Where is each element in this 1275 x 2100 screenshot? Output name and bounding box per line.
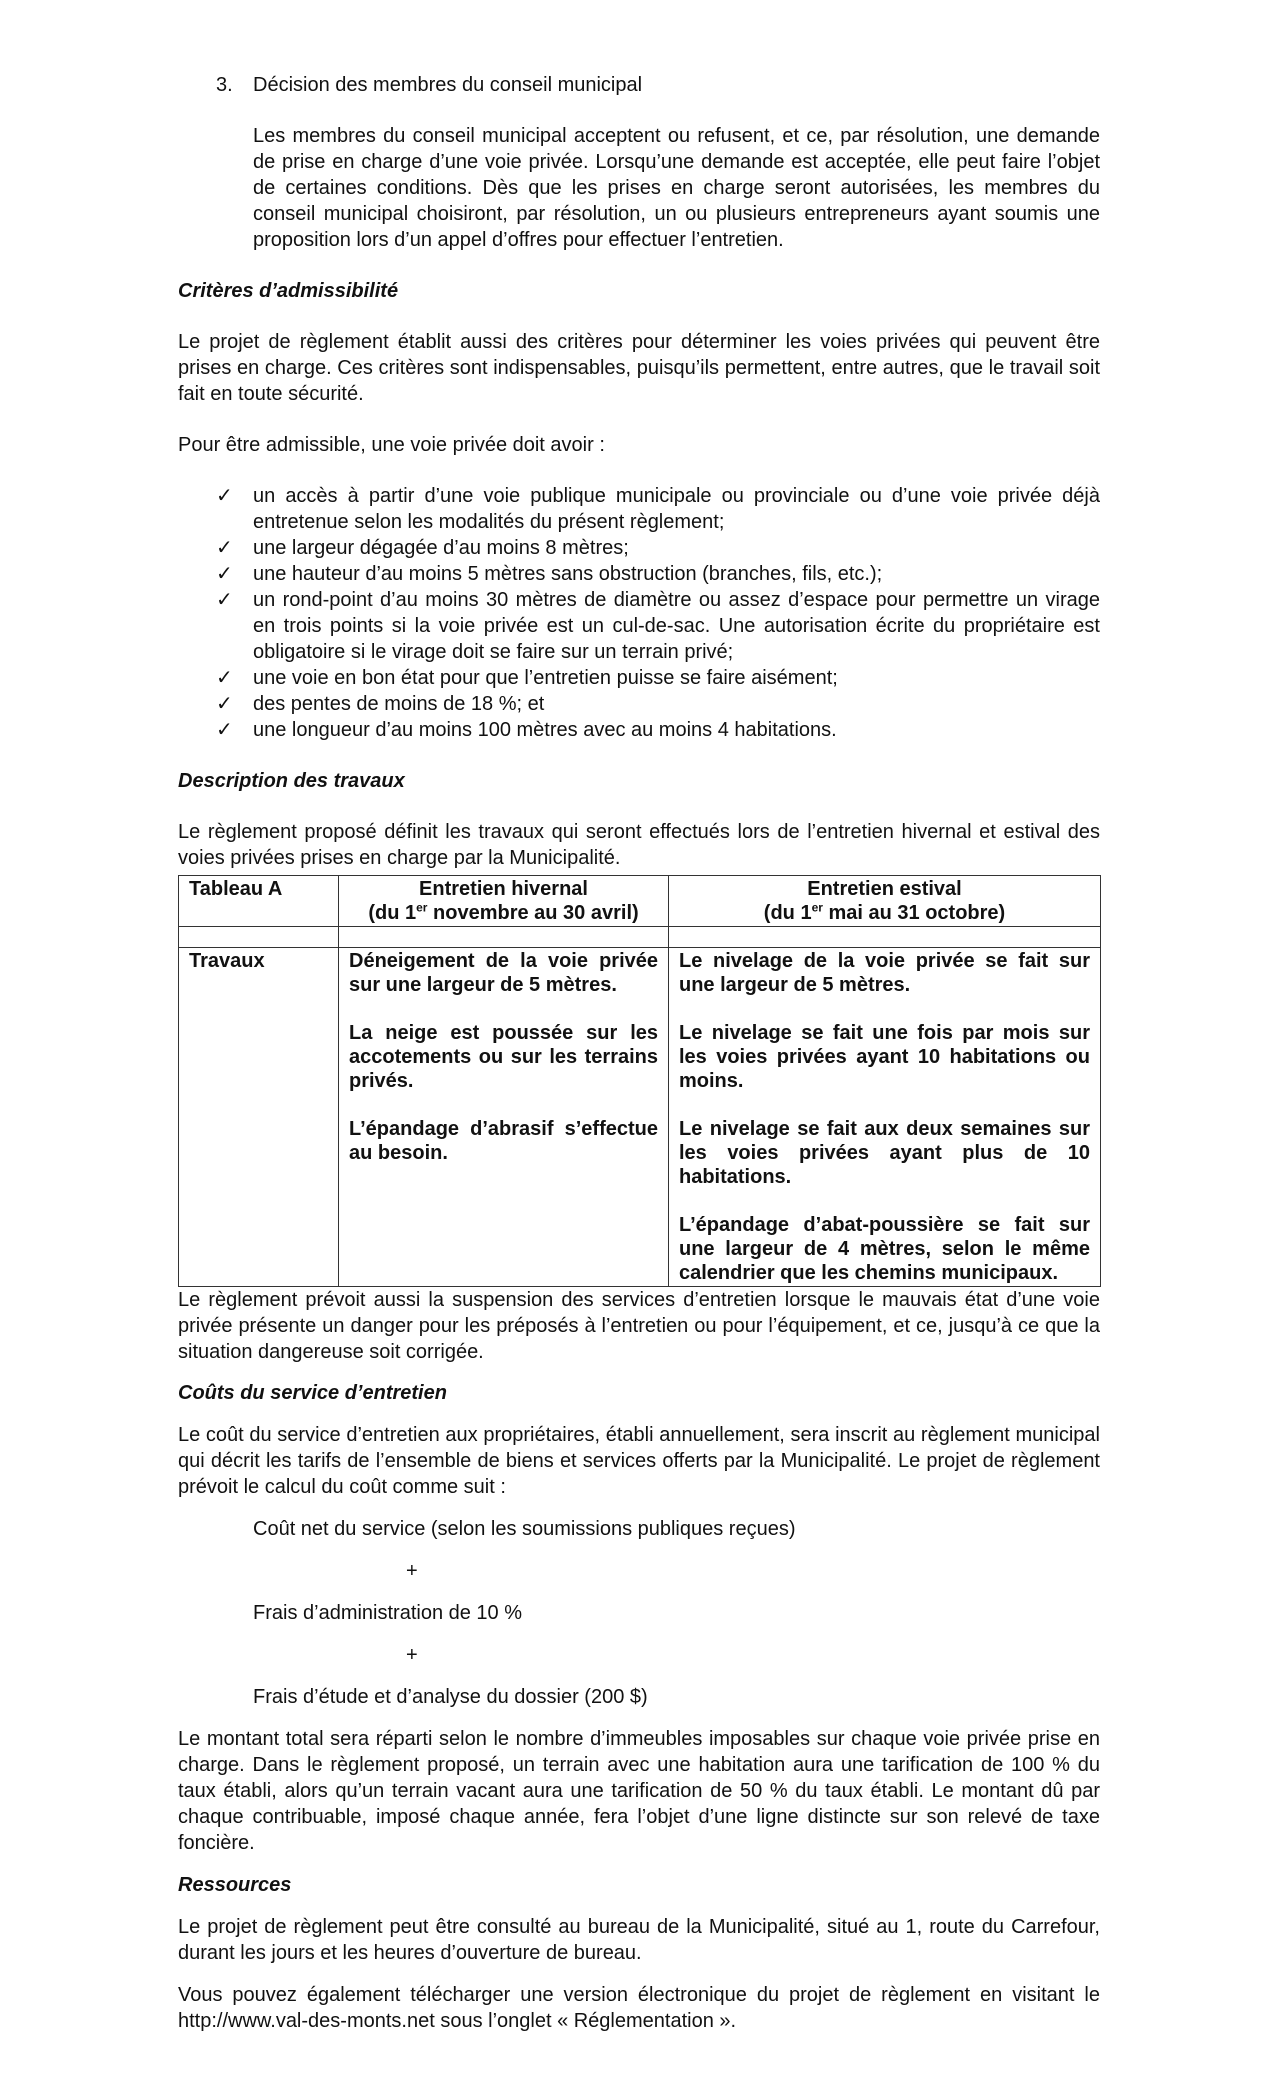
travaux-paragraph-2: Le règlement prévoit aussi la suspension des services d’entretien lorsque le mauvais état d’une voie privée présente un danger pour les préposés à l’entretien ou pour l’équipement, et ce, jusqu’à ce que la situation dangereuse soit corrigée.	[178, 1289, 1100, 1363]
travaux-title: Description des travaux	[178, 770, 405, 792]
table-corner-cell: Tableau A	[179, 876, 339, 927]
list-item: ✓ un rond-point d’au moins 30 mètres de diamètre ou assez d’espace pour permettre un virage en trois points si la voie privée est un cul-de-sac. Une autorisation écrite du propriétaire est obligatoire si le virage doit se faire sur un terrain privé;	[216, 589, 1100, 663]
check-icon: ✓	[216, 563, 233, 585]
list-item: ✓ une largeur dégagée d’au moins 8 mètres;	[216, 537, 629, 559]
criteres-paragraph-1: Le projet de règlement établit aussi des critères pour déterminer les voies privées qui peuvent être prises en charge. Ces critères sont indispensables, puisqu’ils permettent, entre autres, que le travail soit fait en toute sécurité.	[178, 331, 1100, 405]
table-header-row	[179, 876, 1101, 927]
check-icon: ✓	[216, 485, 233, 507]
ressources-title: Ressources	[178, 1874, 292, 1896]
table-empty-row	[179, 927, 1101, 948]
table-cell-hiver: Déneigement de la voie privée sur une largeur de 5 mètres. La neige est poussée sur les accotements ou sur les terrains privés. L’épandage d’abrasif s’effectue au besoin.	[339, 948, 669, 1287]
list-item: ✓ un accès à partir d’une voie publique municipale ou provinciale ou d’une voie privée déjà entretenue selon les modalités du présent règlement;	[216, 485, 1100, 533]
table-row	[179, 948, 1101, 1287]
check-icon: ✓	[216, 719, 233, 741]
formula-plus-2: +	[406, 1644, 418, 1666]
check-icon: ✓	[216, 589, 233, 611]
check-icon: ✓	[216, 667, 233, 689]
decision-number: 3.	[216, 74, 233, 96]
formula-line-3: Frais d’étude et d’analyse du dossier (200 $)	[253, 1686, 648, 1708]
formula-line-1: Coût net du service (selon les soumissions publiques reçues)	[253, 1518, 796, 1540]
document-page	[178, 72, 1100, 2034]
decision-text: Les membres du conseil municipal acceptent ou refusent, et ce, par résolution, une demande de prise en charge d’une voie privée. Lorsqu’une demande est acceptée, elle peut faire l’objet de certaines conditions. Dès que les prises en charge seront autorisées, les membres du conseil municipal choisiront, par résolution, un ou plusieurs entrepreneurs ayant soumis une proposition lors d’un appel d’offres pour effectuer l’entretien.	[253, 125, 1100, 251]
table-header-ete: Entretien estival (du 1er mai au 31 octobre)	[669, 876, 1101, 927]
couts-title: Coûts du service d’entretien	[178, 1382, 447, 1404]
formula-plus-1: +	[406, 1560, 418, 1582]
check-icon: ✓	[216, 693, 233, 715]
table-header-hiver: Entretien hivernal (du 1er novembre au 30 avril)	[339, 876, 669, 927]
table-cell-ete: Le nivelage de la voie privée se fait sur une largeur de 5 mètres. Le nivelage se fait une fois par mois sur les voies privées ayant 10 habitations ou moins. Le nivelage se fait aux deux semaines sur les voies privées ayant plus de 10 habitations. L’épandage d’abat-poussière se fait sur une largeur de 4 mètres, selon le même calendrier que les chemins municipaux.	[669, 948, 1101, 1287]
couts-paragraph-2: Le montant total sera réparti selon le nombre d’immeubles imposables sur chaque voie privée prise en charge. Dans le règlement proposé, un terrain avec une habitation aura une tarification de 100 % du taux établi, alors qu’un terrain vacant aura une tarification de 50 % du taux établi. Le montant dû par chaque contribuable, imposé chaque année, fera l’objet d’une ligne distincte sur son relevé de taxe foncière.	[178, 1728, 1100, 1854]
ressources-paragraph-2: Vous pouvez également télécharger une version électronique du projet de règlement en visitant le http://www.val-des-monts.net sous l’onglet « Réglementation ».	[178, 1984, 1100, 2032]
travaux-paragraph-1: Le règlement proposé définit les travaux qui seront effectués lors de l’entretien hivernal et estival des voies privées prises en charge par la Municipalité.	[178, 821, 1100, 869]
couts-paragraph-1: Le coût du service d’entretien aux propriétaires, établi annuellement, sera inscrit au règlement municipal qui décrit les tarifs de l’ensemble de biens et services offerts par la Municipalité. Le projet de règlement prévoit le calcul du coût comme suit :	[178, 1424, 1100, 1498]
ressources-paragraph-1: Le projet de règlement peut être consulté au bureau de la Municipalité, situé au 1, route du Carrefour, durant les jours et les heures d’ouverture de bureau.	[178, 1916, 1100, 1964]
list-item: ✓ une longueur d’au moins 100 mètres avec au moins 4 habitations.	[216, 719, 837, 741]
list-item: ✓ une hauteur d’au moins 5 mètres sans obstruction (branches, fils, etc.);	[216, 563, 883, 585]
decision-heading	[178, 72, 1100, 98]
decision-title: Décision des membres du conseil municipal	[253, 74, 643, 96]
criteres-list	[178, 483, 1100, 743]
criteres-paragraph-2: Pour être admissible, une voie privée doit avoir :	[178, 434, 605, 456]
list-item: ✓ une voie en bon état pour que l’entretien puisse se faire aisément;	[216, 667, 838, 689]
list-item: ✓ des pentes de moins de 18 %; et	[216, 693, 545, 715]
formula-line-2: Frais d’administration de 10 %	[253, 1602, 523, 1624]
tableau-a	[178, 875, 1101, 1287]
criteres-title: Critères d’admissibilité	[178, 280, 399, 302]
check-icon: ✓	[216, 537, 233, 559]
table-row-label: Travaux	[179, 948, 339, 1287]
